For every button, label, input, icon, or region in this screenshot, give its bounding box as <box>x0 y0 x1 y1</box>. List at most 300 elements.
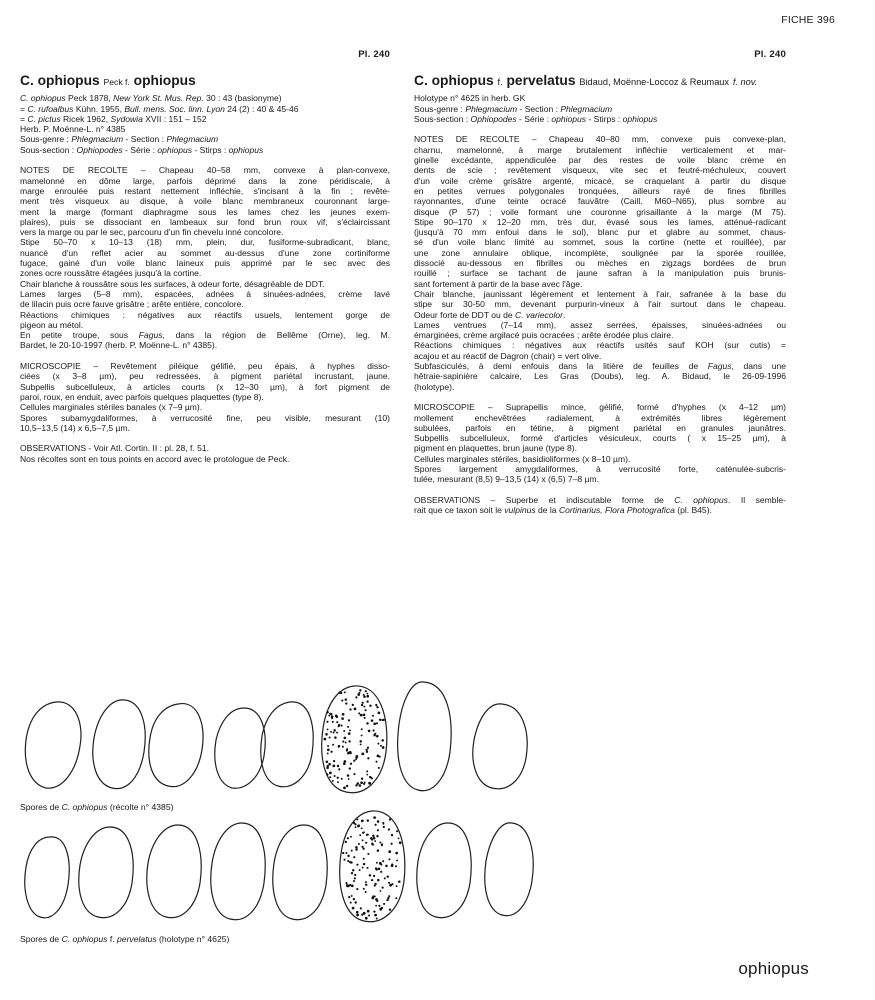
spore-wart-dot <box>359 784 362 787</box>
text-line: Spores subamygdaliformes, à verrucosité fine, peu visible, mesurant (10) <box>20 412 390 423</box>
spore-wart-dot <box>356 818 358 820</box>
text-line: hêtraie-sapinière calcaire, Les Gras (Doubs), leg. A. Bidaud, le 26-09-1996 <box>414 371 786 382</box>
spore-wart-dot <box>346 884 349 887</box>
spore-wart-dot <box>350 763 352 765</box>
spore-wart-dot <box>365 881 367 883</box>
spore-wart-dot <box>366 693 368 695</box>
spore-wart-dot <box>352 907 355 910</box>
spore-wart-dot <box>367 910 370 913</box>
spore-wart-dot <box>395 865 397 867</box>
spore-wart-dot <box>366 774 368 776</box>
spore-wart-dot <box>345 852 347 854</box>
spore-wart-dot <box>355 848 358 851</box>
spore-wart-dot <box>356 911 359 914</box>
spore-wart-dot <box>332 765 335 768</box>
text-line: zones ocre roussâtre étagées jusqu'à la cortine. <box>20 268 202 279</box>
text-line: de lilacin puis ocre fauve grisâtre ; arête entière, concolore. <box>20 299 244 310</box>
spore-outline <box>398 682 452 791</box>
spore-outline <box>93 700 145 789</box>
spore-wart-dot <box>366 722 369 725</box>
spore-wart-dot <box>373 837 376 840</box>
text-line: Sous-section : Ophiopodes - Série : ophiopus - Stirps : ophiopus <box>414 113 658 124</box>
spore-wart-dot <box>330 751 332 753</box>
spore-outline <box>79 827 133 918</box>
text-line: MICROSCOPIE – Revêtement piléique gélifié, peu épais, à hyphes disso- <box>20 361 390 372</box>
text-line: pigeon au métol. <box>20 319 84 330</box>
spore-wart-dot <box>380 871 382 873</box>
text-line: une zone annulaire oblique, incomplète, soulignée par la sporée rouillée, <box>414 247 786 258</box>
text-line: Stipe 50–70 x 10–13 (18) mm, plein, dur, fusiforme-subradicant, blanc, <box>20 237 390 248</box>
spore-wart-dot <box>363 863 365 865</box>
spore-wart-dot <box>355 696 357 698</box>
spore-outline <box>215 708 265 788</box>
spore-wart-dot <box>391 863 393 865</box>
spore-wart-dot <box>349 861 351 863</box>
text-line: Chair blanche à roussâtre sous les surfaces, à odeur forte, désagréable de DDT. <box>20 278 325 289</box>
text-line: Stipe 90–170 x 12–20 mm, très dur, évasé sous les lames, atténué-radicant <box>414 216 786 227</box>
spore-wart-dot <box>373 729 375 731</box>
spore-wart-dot <box>326 721 328 723</box>
spore-wart-dot <box>341 778 343 780</box>
spore-outline <box>261 702 313 787</box>
spore-wart-dot <box>371 839 373 841</box>
spore-wart-dot <box>336 716 339 719</box>
spore-outline <box>147 825 201 918</box>
spore-wart-dot <box>348 896 350 898</box>
left-body <box>20 93 390 464</box>
spore-wart-dot <box>374 914 377 917</box>
spore-wart-dot <box>366 700 368 702</box>
spore-outline <box>211 823 265 920</box>
spore-wart-dot <box>376 722 378 724</box>
spore-wart-dot <box>324 738 327 741</box>
spore-wart-dot <box>351 895 353 897</box>
spore-wart-dot <box>328 763 331 766</box>
spore-wart-dot <box>351 872 353 874</box>
spore-wart-dot <box>353 856 355 858</box>
right-title-f: f. <box>497 77 503 88</box>
spore-wart-dot <box>334 736 337 739</box>
spore-wart-dot <box>371 879 373 881</box>
paragraph-gap <box>414 485 786 495</box>
spore-wart-dot <box>342 852 344 854</box>
spore-wart-dot <box>343 787 346 790</box>
spore-wart-dot <box>356 755 359 758</box>
text-line: (holotype). <box>414 381 455 392</box>
spore-wart-dot <box>338 768 340 770</box>
spore-wart-dot <box>382 887 384 889</box>
spore-wart-dot <box>359 834 361 836</box>
spore-wart-dot <box>354 874 356 876</box>
text-line: Sous-genre : Phlegmacium - Section : Phlegmacium <box>20 134 219 145</box>
spore-outline <box>25 702 81 788</box>
spore-wart-dot <box>356 914 359 917</box>
left-title <box>20 73 390 90</box>
text-line: sé d'un voile blanc limité au sommet, sous la cortine (nette et rouillée), par <box>414 237 786 248</box>
text-line: Subpellis subcelluleux, à articles courts (x 12–30 µm), à fort pigment de <box>20 381 390 392</box>
text-line: NOTES DE RECOLTE – Chapeau 40–80 mm, convexe puis convexe-plan, <box>414 134 786 145</box>
spore-wart-dot <box>365 884 367 886</box>
text-line: stipe sur 30-50 mm, devenant purpurin-vineux à l'air surtout dans le chapeau. <box>414 299 786 310</box>
spore-wart-dot <box>347 855 349 857</box>
spore-wart-dot <box>333 729 335 731</box>
text-line: ciées (x 3–8 µm), peu redressées, à pigment pariétal incrustant, jaune. <box>20 371 390 382</box>
text-line: plaires), puis se dissociant en lambeaux sur fond brun roux vif, s'éclaircissant <box>20 216 390 227</box>
spore-wart-dot <box>341 717 344 720</box>
spore-wart-dot <box>391 883 393 885</box>
spore-wart-dot <box>363 888 365 890</box>
spore-outline <box>149 704 203 787</box>
spore-wart-dot <box>344 737 347 740</box>
spore-wart-dot <box>349 729 351 731</box>
text-line: C. ophiopus Peck 1878, New York St. Mus. Rep. 30 : 43 (basionyme) <box>20 93 282 104</box>
spore-wart-dot <box>398 837 400 839</box>
spore-wart-dot <box>363 912 366 915</box>
spore-wart-dot <box>334 775 336 777</box>
paragraph-gap <box>414 392 786 402</box>
paragraph-gap <box>20 351 390 361</box>
spore-wart-dot <box>361 734 363 736</box>
spore-wart-dot <box>388 882 390 884</box>
text-line: mamelonné en dôme large, parfois déprimé dans la zone péridiscale, à <box>20 175 390 186</box>
right-title <box>414 73 786 90</box>
spore-wart-dot <box>355 846 358 849</box>
right-plate-label: Pl. 240 <box>754 49 786 60</box>
text-line: en petites verrues polygonales tronquées, ailleurs rayé de fines fibrilles <box>414 185 786 196</box>
text-line: Holotype n° 4625 in herb. GK <box>414 93 526 104</box>
text-line: sant fortement à partir de la base avec l'âge. <box>414 278 583 289</box>
text-line: acajou et au réactif de Dagron (chair) = vert olive. <box>414 350 602 361</box>
spore-wart-dot <box>376 706 378 708</box>
spore-wart-dot <box>381 844 383 846</box>
paragraph-gap <box>20 155 390 165</box>
spore-wart-dot <box>354 708 357 711</box>
spore-wart-dot <box>338 724 340 726</box>
spore-wart-dot <box>363 706 365 708</box>
spore-wart-dot <box>377 743 379 745</box>
spore-wart-dot <box>377 820 380 823</box>
spore-wart-dot <box>356 864 358 866</box>
text-line: 10,5–13,5 (14) x 6,5–7,5 µm. <box>20 422 130 433</box>
text-line: Chair blanche, jaunissant légèrement et lentement à l'air, safranée à la base du <box>414 288 786 299</box>
spore-wart-dot <box>389 909 391 911</box>
text-line: Bardet, le 20-10-1997 (herb. P. Moënne-L. n° 4385). <box>20 340 218 351</box>
left-plate-label: Pl. 240 <box>358 49 390 60</box>
text-line: nuancé d'un reflet acier au sommet au-dessus d'une zone cortiniforme <box>20 247 390 258</box>
fiche-number: FICHE 396 <box>781 14 835 26</box>
text-line: ment très visqueux au disque, à voile blanc membraneux couronnant large- <box>20 196 390 207</box>
spore-wart-dot <box>365 842 367 844</box>
spore-wart-dot <box>371 843 373 845</box>
spore-wart-dot <box>372 715 374 717</box>
text-line: fugace, gainé d'un voile blanc laineux puis apprimé par le sec avec des <box>20 258 390 269</box>
text-line: NOTES DE RECOLTE – Chapeau 40–58 mm, convexe à plan-convexe, <box>20 165 390 176</box>
spore-wart-dot <box>367 747 369 749</box>
text-line: rouillé ; surface se tachant de jaune safran à la manipulation puis brunis- <box>414 268 786 279</box>
spore-wart-dot <box>363 696 366 699</box>
spore-wart-dot <box>378 868 381 871</box>
spore-wart-dot <box>374 733 376 735</box>
spore-wart-dot <box>348 778 350 780</box>
spore-wart-dot <box>350 836 352 838</box>
spore-wart-dot <box>380 745 382 747</box>
text-line: Subfasciculés, à demi enfouis dans la litière de feuilles de Fagus, dans une <box>414 361 786 372</box>
spore-wart-dot <box>326 711 329 714</box>
spore-outline <box>417 823 471 918</box>
spore-wart-dot <box>381 739 384 742</box>
spore-wart-dot <box>369 874 371 876</box>
spore-wart-dot <box>375 704 377 706</box>
spore-wart-dot <box>332 780 334 782</box>
spore-wart-dot <box>361 704 363 706</box>
spore-ornamentation <box>324 689 385 789</box>
spore-wart-dot <box>347 726 349 728</box>
text-line: disque (P 57) ; voile formant une couronne grisaillante à la marge (M 75). <box>414 206 786 217</box>
spore-wart-dot <box>342 713 345 716</box>
text-line: marge enroulée puis restant nettement infléchie, s'incisant à la fin ; revête- <box>20 185 390 196</box>
text-line: = C. rufoalbus Kühn. 1955, Bull. mens. Soc. linn. Lyon 24 (2) : 40 & 45-46 <box>20 103 299 114</box>
text-line: Cellules marginales stériles banales (x 7–9 µm). <box>20 402 203 413</box>
text-line: Lames ventrues (7–14 mm), assez serrées, épaisses, sinuées-adnées ou <box>414 319 786 330</box>
spore-wart-dot <box>375 824 377 826</box>
spore-wart-dot <box>363 858 365 860</box>
spore-wart-dot <box>388 895 390 897</box>
spore-wart-dot <box>365 917 368 920</box>
spore-wart-dot <box>353 822 355 824</box>
spore-wart-dot <box>361 846 363 848</box>
spore-wart-dot <box>382 860 384 862</box>
spore-wart-dot <box>386 899 388 901</box>
spore-wart-dot <box>379 890 381 892</box>
spore-wart-dot <box>357 693 360 696</box>
spore-wart-dot <box>337 781 339 783</box>
spore-wart-dot <box>365 709 367 711</box>
spore-wart-dot <box>373 875 375 877</box>
spore-wart-dot <box>345 882 347 884</box>
spore-wart-dot <box>346 750 348 752</box>
spore-wart-dot <box>361 778 363 780</box>
spore-wart-dot <box>380 864 382 866</box>
right-column <box>414 50 786 515</box>
spore-wart-dot <box>388 850 391 853</box>
spore-wart-dot <box>377 829 379 831</box>
spore-outline <box>473 704 527 789</box>
spore-wart-dot <box>341 700 343 702</box>
right-title-nov: f. nov. <box>732 77 758 88</box>
spore-wart-dot <box>347 774 350 777</box>
text-line: Lames larges (5–8 mm), espacées, adnées à sinuées-adnées, crème lavé <box>20 288 390 299</box>
spore-wart-dot <box>378 767 380 769</box>
spore-wart-dot <box>391 843 393 845</box>
spore-wart-dot <box>365 690 367 692</box>
spore-wart-dot <box>388 858 390 860</box>
spore-wart-dot <box>337 765 339 767</box>
spore-wart-dot <box>332 744 334 746</box>
left-title-author: Peck f. <box>103 77 130 88</box>
spore-wart-dot <box>327 728 329 730</box>
spore-wart-dot <box>361 753 364 756</box>
spore-wart-dot <box>342 746 344 748</box>
spore-wart-dot <box>382 746 385 749</box>
text-line: Odeur forte de DDT ou de C. variecolor. <box>414 309 566 320</box>
spore-wart-dot <box>354 901 356 903</box>
text-line: Réactions chimiques : négatives aux réactifs usuels, lentement gorge de <box>20 309 390 320</box>
right-title-author: Bidaud, Moënne-Loccoz & Reumaux <box>579 77 730 88</box>
spore-wart-dot <box>353 898 355 900</box>
spore-wart-dot <box>366 867 368 869</box>
spore-wart-dot <box>336 732 338 734</box>
spore-wart-dot <box>360 781 363 784</box>
text-line: Subpellis subcelluleux, formé d'articles vésiculeux, courts ( x 15–25 µm), à <box>414 433 786 444</box>
spore-wart-dot <box>328 715 330 717</box>
spore-wart-dot <box>329 772 332 775</box>
spore-wart-dot <box>374 840 376 842</box>
spore-wart-dot <box>362 839 364 841</box>
spore-wart-dot <box>349 751 351 753</box>
spore-wart-dot <box>357 824 360 827</box>
spore-wart-dot <box>351 850 353 852</box>
spore-wart-dot <box>361 827 363 829</box>
spore-wart-dot <box>371 719 374 722</box>
spore-wart-dot <box>373 910 375 912</box>
spore-wart-dot <box>378 712 381 715</box>
spore-wart-dot <box>383 903 385 905</box>
spore-wart-dot <box>367 834 369 836</box>
spore-wart-dot <box>367 819 369 821</box>
spore-wart-dot <box>389 818 391 820</box>
spore-wart-dot <box>364 717 366 719</box>
spore-wart-dot <box>366 749 368 751</box>
spore-wart-dot <box>345 742 347 744</box>
spore-wart-dot <box>376 735 379 738</box>
text-line: rayonnantes, d'une teinte ocracé fauvâtre (Caill. M60–N65), plus sombre au <box>414 196 786 207</box>
spore-wart-dot <box>360 743 362 745</box>
spore-wart-dot <box>362 848 364 850</box>
spore-wart-dot <box>348 719 350 721</box>
spore-wart-dot <box>399 841 402 844</box>
spore-wart-dot <box>327 745 329 747</box>
spore-drawings-row-2 <box>18 797 538 932</box>
spore-wart-dot <box>329 736 331 738</box>
spore-wart-dot <box>347 752 349 754</box>
spore-wart-dot <box>398 881 400 883</box>
text-line: Nos récoltes sont en tous points en accord avec le protologue de Peck. <box>20 453 290 464</box>
text-line: Cellules marginales stériles, basidioliformes (x 8–10 µm). <box>414 453 631 464</box>
spore-wart-dot <box>348 740 350 742</box>
spore-wart-dot <box>368 782 371 785</box>
spore-wart-dot <box>347 837 349 839</box>
text-line: Spores largement amygdaliformes, à verrucosité forte, caténulée-subcris- <box>414 463 786 474</box>
spore-wart-dot <box>327 752 329 754</box>
spore-outline-ornamented <box>322 686 387 793</box>
text-line: mollement enchevêtrées radialement, à extrémités libres légèrement <box>414 412 786 423</box>
text-line: OBSERVATIONS - Voir Atl. Cortin. II : pl. 28, f. 51. <box>20 443 210 454</box>
spore-wart-dot <box>386 875 388 877</box>
left-title-name: C. ophiopus <box>20 73 100 89</box>
spore-wart-dot <box>349 708 351 710</box>
spore-wart-dot <box>333 760 335 762</box>
spores-caption-2: Spores de C. ophiopus f. pervelatus (holotype n° 4625) <box>20 934 230 944</box>
spore-wart-dot <box>325 733 328 736</box>
spore-wart-dot <box>377 755 380 758</box>
spore-wart-dot <box>366 695 369 698</box>
spore-wart-dot <box>358 843 360 845</box>
text-line: vers la marge ou par le sec, parcouru d'un fin chevelu inné concolore. <box>20 227 284 238</box>
spore-wart-dot <box>374 883 377 886</box>
spore-wart-dot <box>391 834 393 836</box>
spore-wart-dot <box>367 757 369 759</box>
spore-outline <box>485 823 533 916</box>
spore-wart-dot <box>349 884 351 886</box>
spore-wart-dot <box>329 776 331 778</box>
spore-wart-dot <box>348 732 351 735</box>
spore-wart-dot <box>363 714 366 717</box>
text-line: d'un voile crème grisâtre argenté, micacé, se craquelant à partir du disque <box>414 175 786 186</box>
spore-wart-dot <box>331 717 333 719</box>
spore-wart-dot <box>344 691 346 693</box>
spore-wart-dot <box>395 852 398 855</box>
spore-wart-dot <box>379 841 381 843</box>
spore-wart-dot <box>336 721 338 723</box>
spore-wart-dot <box>326 773 328 775</box>
spore-outline <box>25 837 69 918</box>
spore-wart-dot <box>359 740 362 743</box>
spore-wart-dot <box>333 731 335 733</box>
spore-wart-dot <box>359 689 361 691</box>
spore-wart-dot <box>379 719 381 721</box>
spore-wart-dot <box>330 731 332 733</box>
spore-wart-dot <box>326 761 329 764</box>
spore-wart-dot <box>361 728 363 730</box>
text-line: Sous-genre : Phlegmacium - Section : Phlegmacium <box>414 103 613 114</box>
spore-wart-dot <box>345 702 347 704</box>
spore-wart-dot <box>375 905 377 907</box>
text-line: Sous-section : Ophiopodes - Série : ophiopus - Stirps : ophiopus <box>20 144 264 155</box>
spore-wart-dot <box>371 777 373 779</box>
spore-wart-dot <box>354 877 356 879</box>
text-line: tulée, mesurant (8,5) 9–13,5 (14) x (6,5) 7–8 µm. <box>414 474 599 485</box>
text-line: rait que ce taxon soit le vulpinus de la Cortinarius, Flora Photografica (pl. B45). <box>414 505 712 516</box>
spore-wart-dot <box>365 891 367 893</box>
spore-wart-dot <box>355 826 357 828</box>
spore-wart-dot <box>383 826 385 828</box>
text-line: charnu, mamelonné, à marge brutalement infléchie verticalement et mar- <box>414 144 786 155</box>
spore-wart-dot <box>338 745 340 747</box>
right-title-form: pervelatus <box>506 73 576 89</box>
spore-wart-dot <box>353 760 355 762</box>
text-line: En petite troupe, sous Fagus, dans la région de Bellême (Orne), leg. M. <box>20 330 390 341</box>
spore-wart-dot <box>382 822 384 824</box>
spore-wart-dot <box>368 730 371 733</box>
spore-wart-dot <box>376 917 378 919</box>
spore-wart-dot <box>343 859 345 861</box>
text-line: pigment en plaquettes, brun jaune (type 8). <box>414 443 577 454</box>
spores-caption-1: Spores de C. ophiopus (récolte n° 4385) <box>20 802 174 812</box>
spore-wart-dot <box>378 905 380 907</box>
spore-wart-dot <box>362 702 364 704</box>
left-column <box>20 50 390 464</box>
paragraph-gap <box>414 124 786 134</box>
text-line: MICROSCOPIE – Suprapellis mince, gélifié, formé d'hyphes (x 4–12 µm) <box>414 402 786 413</box>
spore-wart-dot <box>368 914 370 916</box>
text-line: dissocié au-dessous en fibrilles ou mèches en zigzags bordées de brun <box>414 258 786 269</box>
spore-wart-dot <box>376 868 378 870</box>
spore-wart-dot <box>367 853 369 855</box>
spore-wart-dot <box>364 782 366 784</box>
spore-wart-dot <box>363 694 365 696</box>
spore-wart-dot <box>353 880 355 882</box>
spore-wart-dot <box>376 835 378 837</box>
